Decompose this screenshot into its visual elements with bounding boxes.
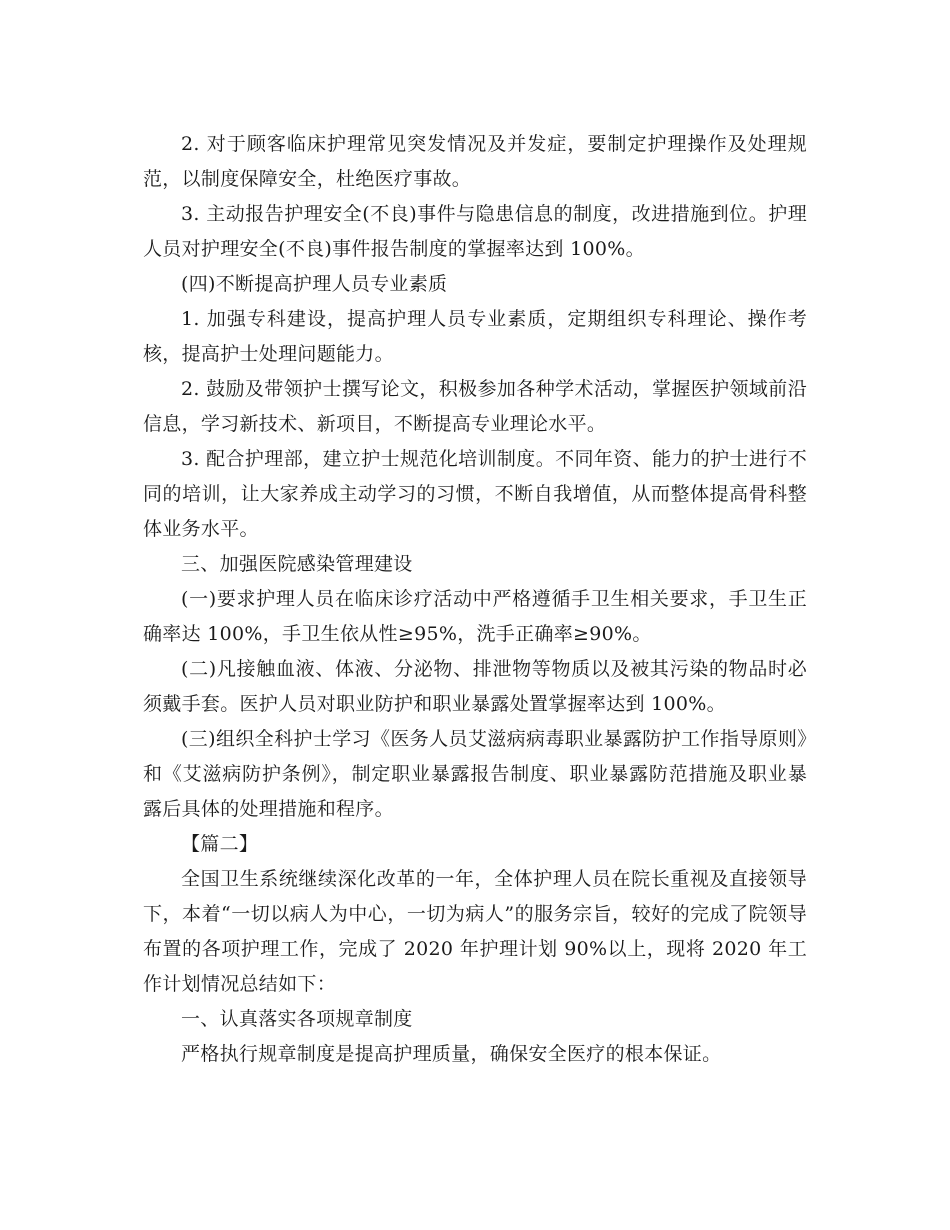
paragraph-rules-guarantee: 严格执行规章制度是提高护理质量，确保安全医疗的根本保证。 bbox=[181, 1043, 722, 1065]
paragraph-intro-summary: 全国卫生系统继续深化改革的一年，全体护理人员在院长重视及直接领导下，本着“一切以病人为中心，一切为病人”的服务宗旨，较好的完成了院领导布置的各项护理工作，完成了 2020 年护理计划 90%以上，现将 2020 年工作计划情况总结如下： bbox=[143, 868, 807, 995]
paragraph-item-2-gloves: (二)凡接触血液、体液、分泌物、排泄物等物质以及被其污染的物品时必须戴手套。医护人员对职业防护和职业暴露处置掌握率达到 100%。 bbox=[143, 658, 807, 715]
paragraph-item-3-safety-reporting: 3. 主动报告护理安全(不良)事件与隐患信息的制度，改进措施到位。护理人员对护理安全(不良)事件报告制度的掌握率达到 100%。 bbox=[143, 203, 807, 260]
paragraph-item-3-training-system: 3. 配合护理部，建立护士规范化培训制度。不同年资、能力的护士进行不同的培训，让大家养成主动学习的习惯，不断自我增值，从而整体提高骨科整体业务水平。 bbox=[143, 448, 807, 540]
paragraph-item-3-aids-protection: (三)组织全科护士学习《医务人员艾滋病病毒职业暴露防护工作指导原则》和《艾滋病防护条例》，制定职业暴露报告制度、职业暴露防范措施及职业暴露后具体的处理措施和程序。 bbox=[143, 728, 807, 820]
section-heading-4-professional-quality: (四)不断提高护理人员专业素质 bbox=[181, 273, 448, 295]
paragraph-item-2-emergency-norms: 2. 对于顾客临床护理常见突发情况及并发症，要制定护理操作及处理规范，以制度保障安全，杜绝医疗事故。 bbox=[143, 133, 807, 190]
document-body bbox=[143, 127, 807, 1072]
paragraph-item-2-academic-papers: 2. 鼓励及带领护士撰写论文，积极参加各种学术活动，掌握医护领域前沿信息，学习新技术、新项目，不断提高专业理论水平。 bbox=[143, 378, 807, 435]
section-heading-rules: 一、认真落实各项规章制度 bbox=[181, 1008, 413, 1030]
part-heading-two: 【篇二】 bbox=[181, 833, 259, 855]
section-heading-infection-management: 三、加强医院感染管理建设 bbox=[181, 553, 413, 575]
paragraph-item-1-specialty-building: 1. 加强专科建设，提高护理人员专业素质，定期组织专科理论、操作考核，提高护士处理问题能力。 bbox=[143, 308, 807, 365]
paragraph-item-1-hand-hygiene: (一)要求护理人员在临床诊疗活动中严格遵循手卫生相关要求，手卫生正确率达 100%，手卫生依从性≥95%，洗手正确率≥90%。 bbox=[143, 588, 807, 645]
